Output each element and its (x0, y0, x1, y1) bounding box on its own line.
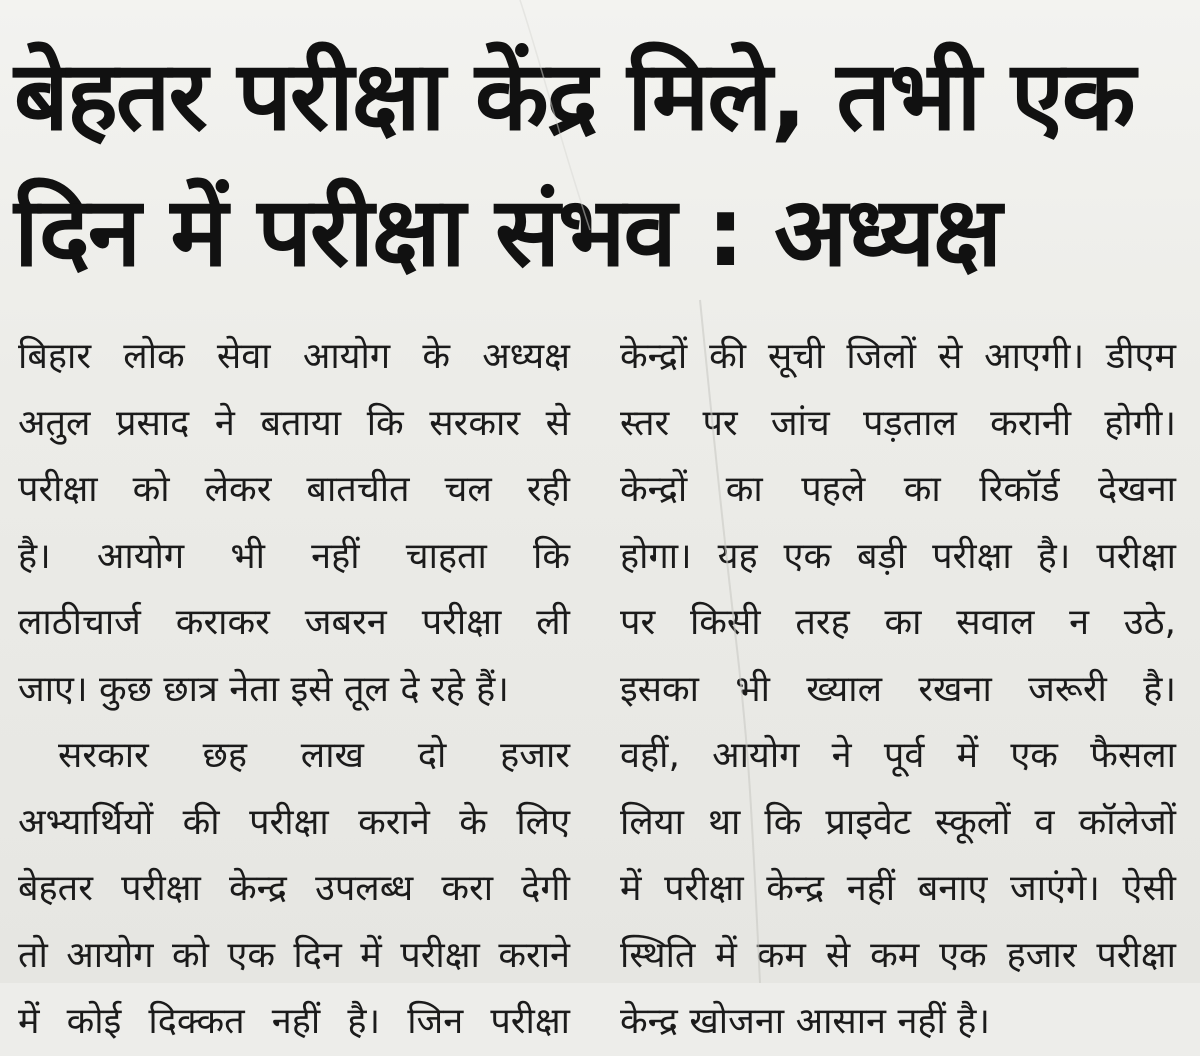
article-line: केन्द्र खोजना आसान नहीं है। (620, 1001, 991, 1042)
article-line: में कोई दिक्कत नहीं है। जिन परीक्षा (18, 1001, 570, 1042)
article-line: जाए। कुछ छात्र नेता इसे तूल दे रहे हैं। (18, 668, 509, 710)
article-line: है। आयोग भी नहीं चाहता कि (18, 535, 570, 577)
article-line: होगा। यह एक बड़ी परीक्षा है। परीक्षा (620, 535, 1176, 577)
article-line: सरकार छह लाख दो हजार (58, 735, 570, 776)
article-line: अभ्यार्थियों की परीक्षा कराने के लिए (18, 801, 570, 843)
article-line: केन्द्रों की सूची जिलों से आएगी। डीएम (620, 336, 1176, 377)
article-line: वहीं, आयोग ने पूर्व में एक फैसला (620, 735, 1176, 776)
article-line: अतुल प्रसाद ने बताया कि सरकार से (18, 402, 570, 444)
headline: बेहतर परीक्षा केंद्र मिले, तभी एक दिन में परीक्षा संभव : अध्यक्ष (14, 40, 1134, 288)
article-line: में परीक्षा केन्द्र नहीं बनाए जाएंगे। ऐसी (620, 868, 1176, 909)
article-line: बिहार लोक सेवा आयोग के अध्यक्ष (18, 336, 570, 377)
article-line: परीक्षा को लेकर बातचीत चल रही (18, 469, 570, 510)
article-line: लाठीचार्ज कराकर जबरन परीक्षा ली (18, 602, 570, 643)
article-line: बेहतर परीक्षा केन्द्र उपलब्ध करा देगी (18, 868, 570, 909)
article-line: स्थिति में कम से कम एक हजार परीक्षा (620, 934, 1176, 976)
article-line: तो आयोग को एक दिन में परीक्षा कराने (18, 934, 570, 976)
article-line: स्तर पर जांच पड़ताल करानी होगी। (620, 402, 1176, 444)
article-line: केन्द्रों का पहले का रिकॉर्ड देखना (620, 469, 1176, 510)
article-column-right (620, 324, 1176, 1056)
article-line: पर किसी तरह का सवाल न उठे, (620, 602, 1176, 643)
article-line: इसका भी ख्याल रखना जरूरी है। (620, 668, 1176, 710)
article-column-left (18, 324, 570, 1056)
article-line: लिया था कि प्राइवेट स्कूलों व कॉलेजों (620, 801, 1176, 843)
